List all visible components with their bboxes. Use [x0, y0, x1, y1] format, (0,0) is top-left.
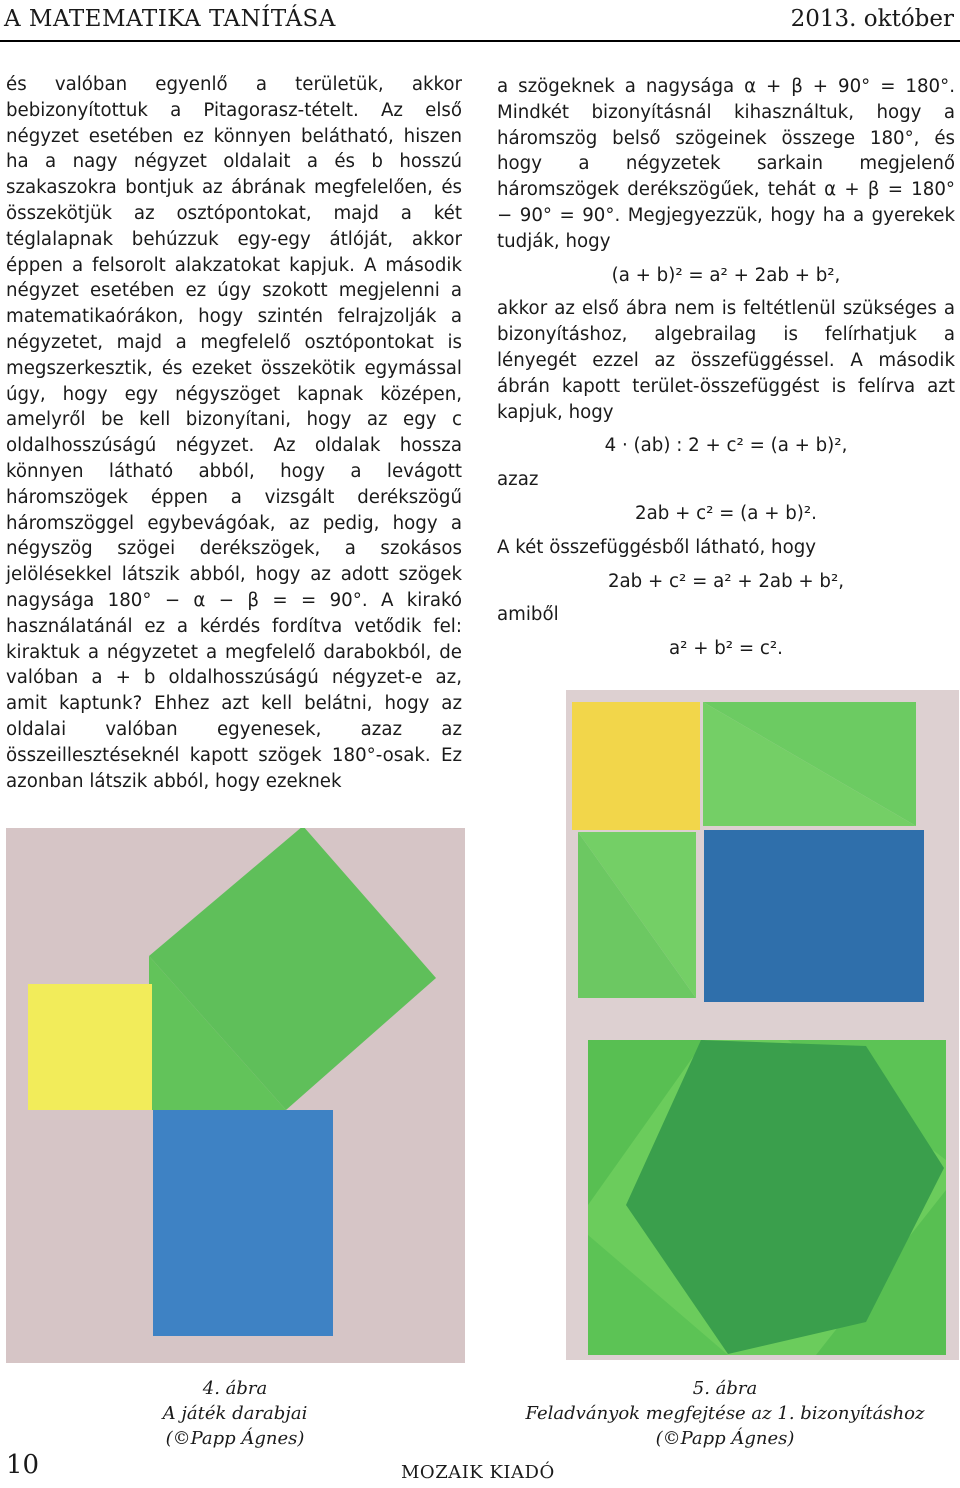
figure-4-credit: (©Papp Ágnes)	[165, 1428, 305, 1449]
issue-date: 2013. október	[790, 6, 954, 32]
figure-5-photo	[566, 690, 959, 1360]
label-azaz: azaz	[497, 469, 539, 491]
equation-area: 4 · (ab) : 2 + c² = (a + b)²,	[604, 435, 848, 457]
right-paragraph-1: a szögeknek a nagysága α + β + 90° = 180°. Mindkét bizonyításnál kihasználtuk, hogy a háromszög belső szögeinek összege 180°, és hogy a négyzetek sarkain megjelenő háromszögek derékszögűek, tehát α + β = 180° − 90° = 90°. Megjegyezzük, hogy ha a gyerekek tudják, hogy	[497, 76, 955, 252]
right-paragraph-2: akkor az első ábra nem is feltétlenül szükséges a bizonyításhoz, algebrailag is felírhatjuk a lényegét ezzel az összefüggéssel. A második ábrán kapott terület-összefüggést is felírva azt kapjuk, hogy	[497, 298, 955, 423]
page-header	[0, 0, 960, 44]
page-number: 10	[6, 1450, 40, 1480]
figure-4-title: A játék darabjai	[162, 1403, 308, 1424]
blue-square	[153, 1110, 333, 1336]
figure-4-illustration	[6, 828, 465, 1363]
figure-4-photo	[6, 828, 465, 1363]
figure-5-number: 5. ábra	[692, 1378, 758, 1399]
equation-pythagoras: a² + b² = c².	[669, 638, 783, 660]
journal-title: A MATEMATIKA TANÍTÁSA	[4, 6, 336, 32]
equation-binomial: (a + b)² = a² + 2ab + b²,	[611, 264, 841, 286]
header-rule	[0, 40, 960, 42]
figure-4-caption	[110, 1376, 360, 1451]
figure-5-credit: (©Papp Ágnes)	[655, 1428, 795, 1449]
publisher-name: MOZAIK KIADÓ	[401, 1462, 555, 1483]
equation-simplified: 2ab + c² = (a + b)².	[635, 502, 817, 524]
figure-5-illustration	[566, 690, 959, 1360]
right-paragraph-3: A két összefüggésből látható, hogy	[497, 536, 817, 558]
left-column	[6, 72, 462, 794]
yellow-square-piece	[572, 702, 700, 830]
figure-5-title: Feladványok megfejtése az 1. bizonyításhoz	[525, 1403, 925, 1424]
figure-5-caption	[505, 1376, 945, 1451]
small-yellow-square	[28, 984, 152, 1110]
blue-square-piece	[704, 830, 924, 1002]
left-paragraph: és valóban egyenlő a területük, akkor bebizonyítottuk a Pitagorasz-tételt. Az első négyzet esetében ez könnyen belátható, hiszen ha a nagy négyzet oldalait a és b hosszú szakaszokra bontjuk az ábrának megfelelően, és összekötjük az osztópontokat, majd a két téglalapnak behúzzuk egy-egy átlóját, akkor éppen a felsorolt alakzatokat kapjuk. A második négyzet esetében ez úgy szokott megjelenni a matematikaórákon, hogy szintén felrajzolják a négyzetet, majd a megfelelő osztópontokat is megszerkesztik, és ezeket összekötik egymással úgy, hogy egy négyszöget kapnak középen, amelyről be kell bizonyítani, hogy az egy c oldalhosszúságú négyzet. Az oldalak hossza könnyen látható abból, hogy a levágott háromszögek éppen a vizsgált derékszögű háromszöggel egybevágóak, az pedig, hogy a négyszög szögei derékszögek, a szokásos jelölésekkel látszik abból, hogy az adott szögek nagysága 180° − α − β = = 90°. A kirakó használatánál ez a kérdés fordítva vetődik fel: kiraktuk a négyzetet a megfelelő darabokból, de valóban a + b oldalhosszúságú négyzet-e az, amit kaptunk? Ehhez azt kell belátni, hogy az oldalai valóban egyenesek, azaz az összeillesztéseknél kapott szögek 180°-osak. Ez azonban látszik abból, hogy ezeknek	[6, 74, 462, 792]
equation-combined: 2ab + c² = a² + 2ab + b²,	[607, 570, 845, 592]
right-column	[497, 74, 955, 670]
figure-4-number: 4. ábra	[202, 1378, 268, 1399]
label-amibol: amiből	[497, 604, 559, 626]
